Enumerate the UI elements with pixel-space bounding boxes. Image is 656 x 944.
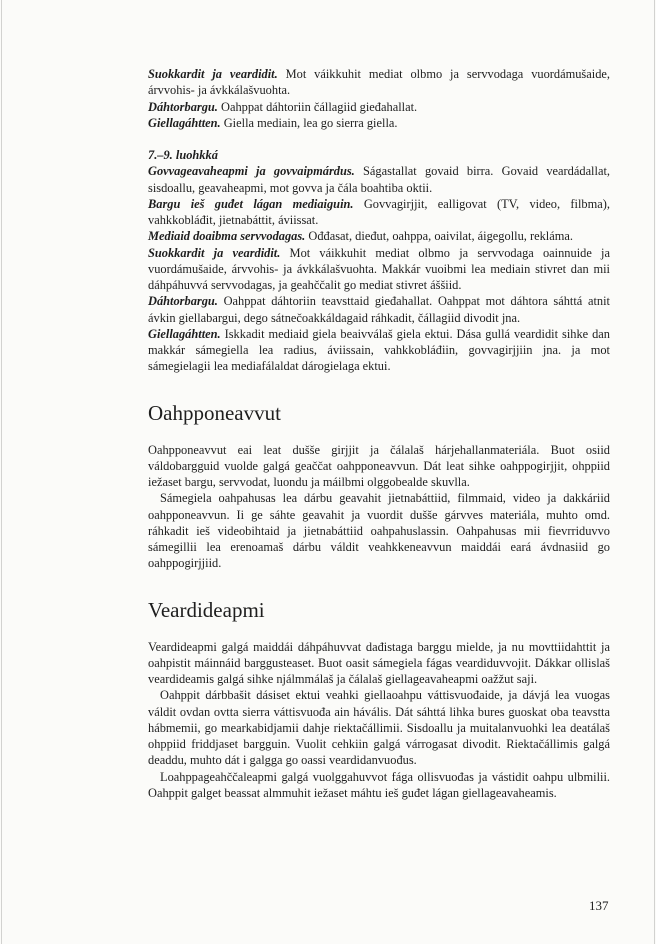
topic-entry xyxy=(148,228,610,244)
topic-text: Iskkadit mediaid giela beaivválaš giela ektui. Dása gullá veardidit sihke dan makkár sámegiella lea radius, áviissain, vahkkobláđiin, govvagirjjiin jna. ja mot sámegielagii lea mediafálaldat dárogielaga ektui. xyxy=(148,326,610,374)
topic-label: Dáhtorbargu. xyxy=(148,294,218,309)
topic-entry xyxy=(148,326,610,375)
topic-label: Suokkardit ja veardidit. xyxy=(148,67,278,81)
topic-entry xyxy=(148,245,610,294)
topic-label: Suokkardit ja veardidit. xyxy=(148,245,281,260)
block-1 xyxy=(148,66,610,131)
topic-text: Ságastallat govaid birra. Govaid veardádallat, sisdoallu, geavaheapmi, mot govva ja čála boahtiba oktii. xyxy=(148,164,610,195)
topic-label: Giellagáhtten. xyxy=(148,326,221,341)
topic-text: Govvagirjjit, ealligovat (TV, video, filbma), vahkkobláđit, jietnabáttit, áviissat. xyxy=(148,196,610,227)
topic-label: Giellagáhtten. xyxy=(148,115,221,130)
topic-entry xyxy=(148,115,610,131)
topic-entry xyxy=(148,66,610,99)
section-heading-veardideapmi: Veardideapmi xyxy=(148,597,265,622)
section-heading-oahpponeavvut: Oahpponeavvut xyxy=(148,400,281,425)
topic-label: Govvageavaheapmi ja govvaipmárdus. xyxy=(148,164,355,179)
paragraph: Oahpponeavvut eai leat dušše girjjit ja čálalaš hárjehallanmateriála. Buot osiid váldobargguid vuolde galgá geaččat oahpponeavvun. Dát leat sihke oahppogirjjit, ohppiid iežaset bargu, servvodat, luondu ja máilbmi olggobealde skuvlla. xyxy=(148,442,610,489)
topic-entry xyxy=(148,99,610,115)
topic-entry xyxy=(148,163,610,196)
topic-text: Mot váikkuhit mediat olbmo ja servvodaga vuordámušaide, árvvohis- ja ávkkálašvuohta. xyxy=(148,67,610,98)
page-edge-right xyxy=(654,0,655,944)
topic-text: Mot váikkuhit mediat olbmo ja servvodaga oainnuide ja vuordámušaide, árvvohis- ja ávkkálašvuohta. Makkár vuoibmi lea mediain stivret dan mii dáhpáhuvvá servvodagas, ja geahččalit go mediat stivret áššiid. xyxy=(148,245,610,292)
topic-text: Giella mediain, lea go sierra giella. xyxy=(220,115,398,130)
page-edge-left xyxy=(1,0,2,944)
topic-label: Mediaid doaibma servvodagas. xyxy=(148,229,306,244)
topic-text: Oahppat dáhtoriin čállagiid gieđahallat. xyxy=(217,99,418,114)
topic-entry xyxy=(148,196,610,229)
section-body-oahpponeavvut xyxy=(148,442,610,572)
paragraph: Veardideapmi galgá maiddái dáhpáhuvvat dađistaga barggu mielde, ja nu movttiidahttit ja oahpistit máinnáid barggusteaset. Buot oasit sámegiela fágas veardiduvvojit. Dákkar ollislaš veardideamis galgá sihke njálmmálaš ja čálalaš giellageavaheapmi oažžut saji. xyxy=(148,639,610,686)
topic-text: Oahppat dáhtoriin teavsttaid gieđahallat. Oahppat mot dáhtora sáhttá atnit ávkin giellabargui, dego sátnečoakkáldagaid ráhkadit, čállagiid divodit jna. xyxy=(148,294,610,325)
grade-heading: 7.–9. luohkká xyxy=(148,148,218,162)
paragraph: Oahppit dárbbašit dásiset ektui veahki giellaoahpu váttisvuođaide, ja dávjá lea vuogas váldit ovdan ovtta sierra váttisvuođa ain hávális. Dát sáhttá lihka bures guoskat oba teavstta hábmemii, go mearkabidjamii dahje riektačállimii. Sisdoallu ja muitalanvuohki lea deatálaš ohppiid friddjaset bargguin. Vuolit cehkiin galgá várrogasat divodit. Riektačállimis galgá deaddu, muhto dát i galgga go oassi veardidanvuođus. xyxy=(148,688,610,768)
page-number: 137 xyxy=(589,898,609,913)
paragraph: Sámegiela oahpahusas lea dárbu geavahit jietnabáttiid, filmmaid, video ja dakkáriid oahpponeavvun. Ii ge sáhte geavahit ja vuordit dušše gárvves materiála, muhto omd. ráhkadit ieš videobihtaid ja jietnabáttiid oahpahuslassin. Oahpahusas mii fievrriduvvo sámegillii lea erenoamaš dárbu váldit veahkkeneavvun maiddái eará ávdnasiid go oahppogirjjiid. xyxy=(148,491,610,571)
paragraph: Loahppageahččaleapmi galgá vuolggahuvvot fága ollisvuođas ja vástidit oahpu ulbmilii. Oahppit galget beassat almmuhit iežaset máhtu ieš guđet lágan giellageavaheamis. xyxy=(148,769,610,800)
block-2 xyxy=(148,163,610,374)
section-body-veardideapmi xyxy=(148,639,610,802)
topic-label: Bargu ieš guđet lágan mediaiguin. xyxy=(148,196,354,211)
topic-entry xyxy=(148,293,610,326)
page-content xyxy=(148,66,610,801)
topic-label: Dáhtorbargu. xyxy=(148,99,218,114)
topic-text: Ođđasat, dieđut, oahppa, oaivilat, áigegollu, rekláma. xyxy=(305,229,573,244)
